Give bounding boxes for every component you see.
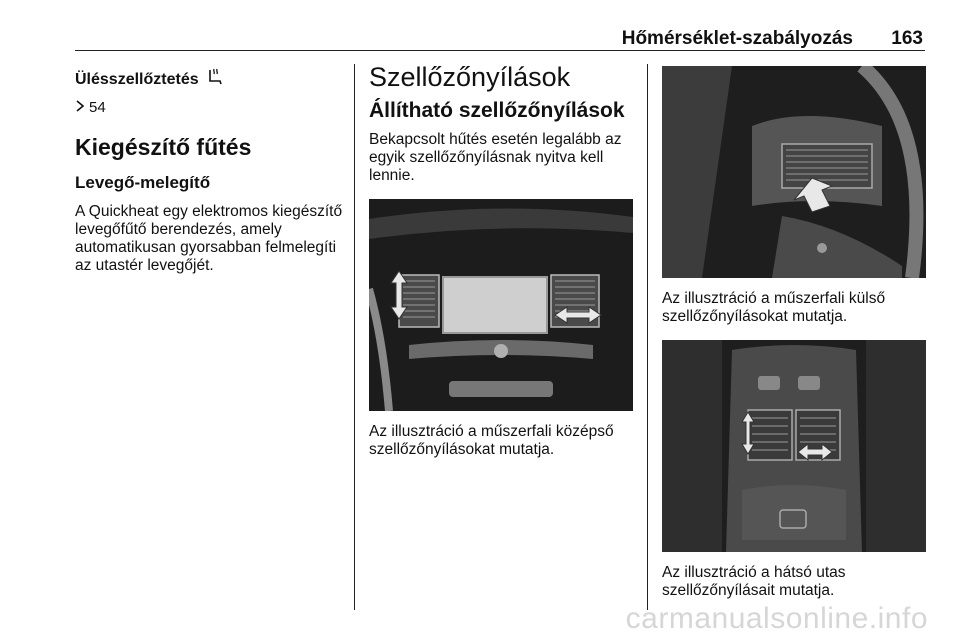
outer-vents-illustration [662, 66, 926, 278]
page-header [75, 24, 925, 51]
rear-vents-caption: Az illusztráció a hátsó utas szellőzőnyílásait mutatja. [662, 564, 846, 599]
vents-heading: Szellőzőnyílások [369, 62, 571, 92]
rear-vents-illustration [662, 340, 926, 552]
seat-ventilation-icon [207, 68, 223, 86]
column-left [75, 62, 345, 275]
section-title: Hőmérséklet-szabályozás [621, 28, 853, 49]
seat-ventilation-heading [75, 68, 345, 89]
aux-heating-heading: Kiegészítő fűtés [75, 134, 252, 160]
air-heater-text: A Quickheat egy elektromos kiegészítő levegőfűtő berendezés, amely automatikusan gyorsabban felmelegíti az utastér levegőjét. [75, 203, 343, 274]
column-middle [369, 62, 635, 459]
adjustable-vents-heading: Állítható szellőzőnyílások [369, 99, 625, 122]
reference-page: 54 [89, 99, 106, 116]
page-reference[interactable] [75, 99, 345, 116]
vents-intro-text: Bekapcsolt hűtés esetén legalább az egyik szellőzőnyílásnak nyitva kell lennie. [369, 131, 622, 184]
page-number: 163 [891, 28, 923, 49]
column-divider-right [647, 64, 648, 610]
column-divider-left [354, 64, 355, 610]
center-vents-caption: Az illusztráció a műszerfali középső szellőzőnyílásokat mutatja. [369, 423, 614, 458]
column-right [662, 62, 927, 600]
watermark: carmanualsonline.info [625, 602, 928, 635]
seat-ventilation-heading-text: Ülésszellőztetés [75, 71, 199, 88]
reference-arrow-icon [75, 100, 85, 112]
air-heater-heading: Levegő-melegítő [75, 173, 211, 192]
outer-vents-caption: Az illusztráció a műszerfali külső szellőzőnyílásokat mutatja. [662, 290, 886, 325]
center-vents-illustration [369, 199, 633, 411]
